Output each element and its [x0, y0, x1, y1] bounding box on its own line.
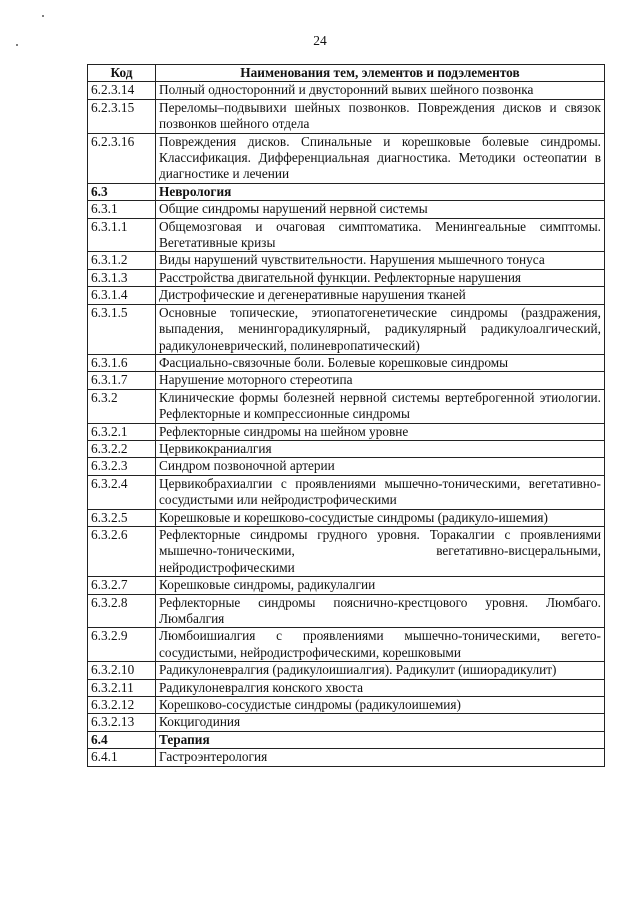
row-name: Корешково-сосудистые синдромы (радикулоишемия) [156, 697, 605, 714]
row-code: 6.3.1 [88, 201, 156, 218]
row-name: Люмбоишиалгия с проявлениями мышечно-тоническими, вегето-сосудистыми, нейродистрофическими, корешковыми [156, 628, 605, 662]
row-code: 6.3.2.13 [88, 714, 156, 731]
row-name: Основные топические, этиопатогенетические синдромы (раздражения, выпадения, менингорадикулярный, радикулярный радикулоалгический, радикулоневрический, полиневропатический) [156, 304, 605, 354]
row-code: 6.3.1.1 [88, 218, 156, 252]
row-code: 6.3.2.9 [88, 628, 156, 662]
table-row [88, 99, 605, 133]
row-code: 6.3.1.5 [88, 304, 156, 354]
row-name: Радикулоневралгия конского хвоста [156, 679, 605, 696]
row-code: 6.3.2.8 [88, 594, 156, 628]
table-row [88, 201, 605, 218]
table-row [88, 252, 605, 269]
row-name: Цервикокраниалгия [156, 440, 605, 457]
table-row [88, 697, 605, 714]
row-code: 6.3.1.3 [88, 269, 156, 286]
row-code: 6.3.2.3 [88, 458, 156, 475]
row-name: Рефлекторные синдромы грудного уровня. Торакалгии с проявлениями мышечно-тоническими, вегетативно-висцеральными, нейродистрофическими [156, 526, 605, 576]
row-name: Гастроэнтерология [156, 749, 605, 766]
table-row [88, 183, 605, 200]
row-code: 6.4.1 [88, 749, 156, 766]
row-name: Нарушение моторного стереотипа [156, 372, 605, 389]
row-code: 6.3.1.2 [88, 252, 156, 269]
table-row [88, 577, 605, 594]
row-name: Виды нарушений чувствительности. Нарушения мышечного тонуса [156, 252, 605, 269]
row-code: 6.3.2.6 [88, 526, 156, 576]
row-name: Переломы–подвывихи шейных позвонков. Повреждения дисков и связок позвонков шейного отдела [156, 99, 605, 133]
row-code: 6.3.2.7 [88, 577, 156, 594]
table-header-row [88, 65, 605, 82]
table-row [88, 731, 605, 748]
row-code: 6.3 [88, 183, 156, 200]
table-row [88, 372, 605, 389]
row-name: Расстройства двигательной функции. Рефлекторные нарушения [156, 269, 605, 286]
table-row [88, 218, 605, 252]
row-name: Дистрофические и дегенеративные нарушения тканей [156, 287, 605, 304]
row-name: Радикулоневралгия (радикулоишиалгия). Радикулит (ишиорадикулит) [156, 662, 605, 679]
table-row [88, 440, 605, 457]
row-name: Фасциально-связочные боли. Болевые корешковые синдромы [156, 354, 605, 371]
table-row [88, 133, 605, 183]
row-code: 6.3.2.11 [88, 679, 156, 696]
row-code: 6.3.1.4 [88, 287, 156, 304]
row-code: 6.3.2.10 [88, 662, 156, 679]
table-row [88, 749, 605, 766]
table-row [88, 509, 605, 526]
table-row [88, 269, 605, 286]
row-name: Корешковые синдромы, радикулалгии [156, 577, 605, 594]
row-name: Терапия [156, 731, 605, 748]
table-row [88, 354, 605, 371]
table-row [88, 423, 605, 440]
table-row [88, 389, 605, 423]
row-code: 6.3.2.4 [88, 475, 156, 509]
row-name: Клинические формы болезней нервной системы вертеброгенной этиологии. Рефлекторные и компрессионные синдромы [156, 389, 605, 423]
row-name: Повреждения дисков. Спинальные и корешковые болевые синдромы. Классификация. Дифференциальная диагностика. Методики остеопатии в диагностике и лечении [156, 133, 605, 183]
row-code: 6.3.2.2 [88, 440, 156, 457]
table-row [88, 304, 605, 354]
header-name: Наименования тем, элементов и подэлементов [156, 65, 605, 82]
row-name: Корешковые и корешково-сосудистые синдромы (радикуло-ишемия) [156, 509, 605, 526]
row-name: Цервикобрахиалгии с проявлениями мышечно-тоническими, вегетативно-сосудистыми или нейродистрофическими [156, 475, 605, 509]
row-name: Полный односторонний и двусторонний вывих шейного позвонка [156, 82, 605, 99]
row-code: 6.3.1.7 [88, 372, 156, 389]
table-row [88, 475, 605, 509]
table-row [88, 287, 605, 304]
table-row [88, 714, 605, 731]
row-code: 6.3.2.12 [88, 697, 156, 714]
table-row [88, 458, 605, 475]
table-row [88, 82, 605, 99]
page-number: 24 [313, 33, 327, 48]
table-body [88, 82, 605, 766]
row-name: Общемозговая и очаговая симптоматика. Менингеальные симптомы. Вегетативные кризы [156, 218, 605, 252]
table-row [88, 526, 605, 576]
row-name: Рефлекторные синдромы на шейном уровне [156, 423, 605, 440]
header-code: Код [88, 65, 156, 82]
table-row [88, 594, 605, 628]
table-row [88, 662, 605, 679]
row-name: Кокцигодиния [156, 714, 605, 731]
row-code: 6.2.3.16 [88, 133, 156, 183]
row-code: 6.2.3.15 [88, 99, 156, 133]
row-name: Синдром позвоночной артерии [156, 458, 605, 475]
table-row [88, 679, 605, 696]
scan-speck [42, 15, 44, 17]
topics-table [87, 64, 605, 767]
row-code: 6.3.2.1 [88, 423, 156, 440]
row-code: 6.3.1.6 [88, 354, 156, 371]
row-code: 6.3.2 [88, 389, 156, 423]
row-code: 6.3.2.5 [88, 509, 156, 526]
row-code: 6.2.3.14 [88, 82, 156, 99]
row-name: Общие синдромы нарушений нервной системы [156, 201, 605, 218]
row-name: Рефлекторные синдромы пояснично-крестцового уровня. Люмбаго. Люмбалгия [156, 594, 605, 628]
table-row [88, 628, 605, 662]
row-code: 6.4 [88, 731, 156, 748]
row-name: Неврология [156, 183, 605, 200]
